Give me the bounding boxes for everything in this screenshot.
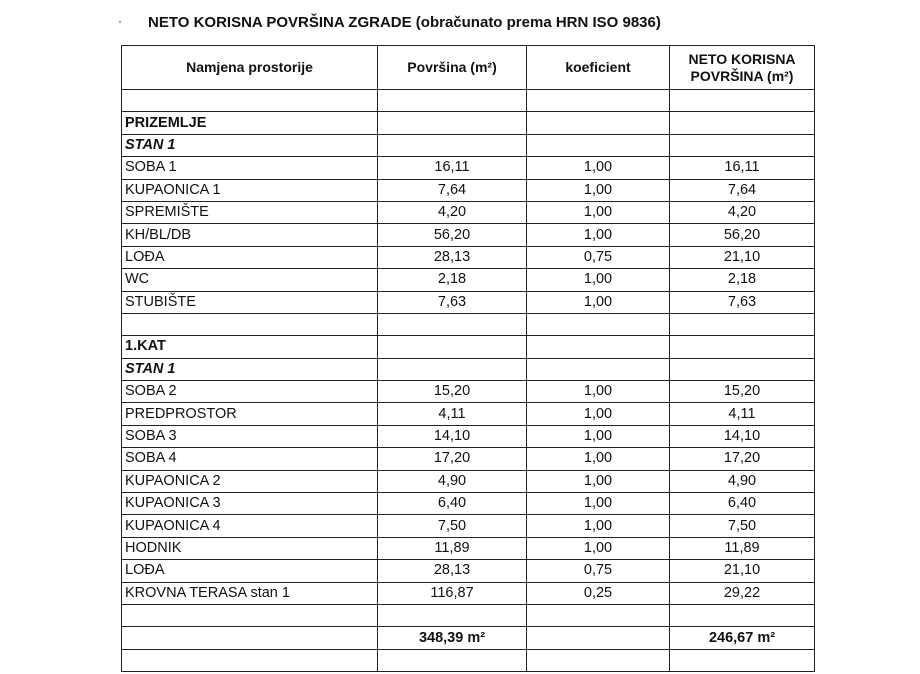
net-area-cell: 15,20 — [670, 381, 815, 403]
coefficient-cell: 1,00 — [527, 381, 670, 403]
table-row — [122, 313, 815, 335]
net-area-cell — [670, 313, 815, 335]
area-cell — [378, 112, 527, 134]
net-area-cell: 17,20 — [670, 448, 815, 470]
room-name-cell — [122, 604, 378, 626]
header-area: Površina (m²) — [378, 46, 527, 90]
table-row — [122, 493, 815, 515]
area-cell — [378, 90, 527, 112]
table-row — [122, 358, 815, 380]
coefficient-cell: 1,00 — [527, 269, 670, 291]
room-name-cell — [122, 90, 378, 112]
table-row — [122, 336, 815, 358]
table-row — [122, 112, 815, 134]
net-area-cell: 56,20 — [670, 224, 815, 246]
table-row — [122, 201, 815, 223]
coefficient-cell: 1,00 — [527, 403, 670, 425]
table-header-row — [122, 46, 815, 90]
table-row — [122, 560, 815, 582]
area-cell: 7,64 — [378, 179, 527, 201]
area-cell — [378, 358, 527, 380]
table-row — [122, 582, 815, 604]
table-row — [122, 269, 815, 291]
room-name-cell: STAN 1 — [122, 134, 378, 156]
table-row — [122, 381, 815, 403]
coefficient-cell: 0,75 — [527, 246, 670, 268]
table-row — [122, 224, 815, 246]
net-area-cell — [670, 90, 815, 112]
room-name-cell: KUPAONICA 2 — [122, 470, 378, 492]
area-cell — [378, 649, 527, 671]
coefficient-cell — [527, 90, 670, 112]
room-name-cell: KUPAONICA 1 — [122, 179, 378, 201]
coefficient-cell: 1,00 — [527, 291, 670, 313]
net-area-cell: 246,67 m² — [670, 627, 815, 649]
net-area-cell — [670, 649, 815, 671]
area-cell — [378, 313, 527, 335]
table-row — [122, 90, 815, 112]
area-cell: 4,11 — [378, 403, 527, 425]
coefficient-cell: 1,00 — [527, 470, 670, 492]
net-area-cell — [670, 112, 815, 134]
table-row — [122, 515, 815, 537]
net-area-cell: 7,64 — [670, 179, 815, 201]
area-cell: 7,63 — [378, 291, 527, 313]
area-cell: 7,50 — [378, 515, 527, 537]
room-name-cell: PRIZEMLJE — [122, 112, 378, 134]
room-name-cell: SOBA 1 — [122, 157, 378, 179]
room-name-cell: SOBA 2 — [122, 381, 378, 403]
coefficient-cell — [527, 112, 670, 134]
coefficient-cell — [527, 358, 670, 380]
coefficient-cell: 1,00 — [527, 157, 670, 179]
room-name-cell: 1.KAT — [122, 336, 378, 358]
net-area-cell: 16,11 — [670, 157, 815, 179]
coefficient-cell: 1,00 — [527, 537, 670, 559]
table-row — [122, 134, 815, 156]
area-cell: 15,20 — [378, 381, 527, 403]
area-cell: 16,11 — [378, 157, 527, 179]
coefficient-cell: 1,00 — [527, 493, 670, 515]
coefficient-cell: 1,00 — [527, 515, 670, 537]
room-name-cell: WC — [122, 269, 378, 291]
table-row — [122, 403, 815, 425]
header-room-purpose: Namjena prostorije — [122, 46, 378, 90]
area-cell: 28,13 — [378, 560, 527, 582]
room-name-cell: PREDPROSTOR — [122, 403, 378, 425]
net-area-cell — [670, 358, 815, 380]
room-name-cell — [122, 313, 378, 335]
coefficient-cell: 1,00 — [527, 425, 670, 447]
header-coefficient: koeficient — [527, 46, 670, 90]
net-area-cell — [670, 134, 815, 156]
table-row — [122, 649, 815, 671]
room-name-cell: STUBIŠTE — [122, 291, 378, 313]
net-area-cell: 6,40 — [670, 493, 815, 515]
area-cell: 17,20 — [378, 448, 527, 470]
page-title: NETO KORISNA POVRŠINA ZGRADE (obračunato prema HRN ISO 9836) — [148, 14, 661, 31]
room-name-cell — [122, 649, 378, 671]
room-name-cell: SOBA 4 — [122, 448, 378, 470]
net-area-cell — [670, 604, 815, 626]
table-row — [122, 291, 815, 313]
table-row — [122, 246, 815, 268]
net-area-cell: 29,22 — [670, 582, 815, 604]
net-area-cell: 14,10 — [670, 425, 815, 447]
net-area-cell: 21,10 — [670, 246, 815, 268]
room-name-cell: STAN 1 — [122, 358, 378, 380]
area-cell: 28,13 — [378, 246, 527, 268]
area-cell: 116,87 — [378, 582, 527, 604]
net-area-cell: 4,20 — [670, 201, 815, 223]
area-cell: 4,20 — [378, 201, 527, 223]
area-cell: 6,40 — [378, 493, 527, 515]
area-cell — [378, 604, 527, 626]
total-row — [122, 627, 815, 649]
table-row — [122, 425, 815, 447]
area-cell — [378, 134, 527, 156]
coefficient-cell: 1,00 — [527, 448, 670, 470]
room-name-cell: SOBA 3 — [122, 425, 378, 447]
room-name-cell: SPREMIŠTE — [122, 201, 378, 223]
coefficient-cell — [527, 336, 670, 358]
room-name-cell: HODNIK — [122, 537, 378, 559]
room-name-cell: KROVNA TERASA stan 1 — [122, 582, 378, 604]
table-row — [122, 157, 815, 179]
area-cell: 14,10 — [378, 425, 527, 447]
area-cell: 56,20 — [378, 224, 527, 246]
coefficient-cell: 0,75 — [527, 560, 670, 582]
room-name-cell — [122, 627, 378, 649]
net-area-cell: 4,90 — [670, 470, 815, 492]
table-row — [122, 604, 815, 626]
area-cell — [378, 336, 527, 358]
table-row — [122, 470, 815, 492]
net-area-cell — [670, 336, 815, 358]
area-cell: 348,39 m² — [378, 627, 527, 649]
room-name-cell: KH/BL/DB — [122, 224, 378, 246]
coefficient-cell: 1,00 — [527, 224, 670, 246]
table-body — [122, 90, 815, 672]
area-cell: 2,18 — [378, 269, 527, 291]
table-row — [122, 179, 815, 201]
net-area-cell: 11,89 — [670, 537, 815, 559]
net-area-cell: 4,11 — [670, 403, 815, 425]
header-net-area: NETO KORISNA POVRŠINA (m²) — [670, 46, 815, 90]
coefficient-cell: 1,00 — [527, 201, 670, 223]
coefficient-cell — [527, 313, 670, 335]
coefficient-cell — [527, 627, 670, 649]
net-area-cell: 7,63 — [670, 291, 815, 313]
area-cell: 11,89 — [378, 537, 527, 559]
table-row — [122, 448, 815, 470]
coefficient-cell — [527, 604, 670, 626]
area-cell: 4,90 — [378, 470, 527, 492]
net-area-table — [121, 45, 815, 672]
bullet-mark: · — [118, 14, 122, 28]
room-name-cell: LOĐA — [122, 246, 378, 268]
table-row — [122, 537, 815, 559]
net-area-cell: 2,18 — [670, 269, 815, 291]
net-area-cell: 7,50 — [670, 515, 815, 537]
coefficient-cell: 0,25 — [527, 582, 670, 604]
net-area-cell: 21,10 — [670, 560, 815, 582]
room-name-cell: KUPAONICA 4 — [122, 515, 378, 537]
coefficient-cell — [527, 649, 670, 671]
room-name-cell: KUPAONICA 3 — [122, 493, 378, 515]
coefficient-cell: 1,00 — [527, 179, 670, 201]
room-name-cell: LOĐA — [122, 560, 378, 582]
coefficient-cell — [527, 134, 670, 156]
